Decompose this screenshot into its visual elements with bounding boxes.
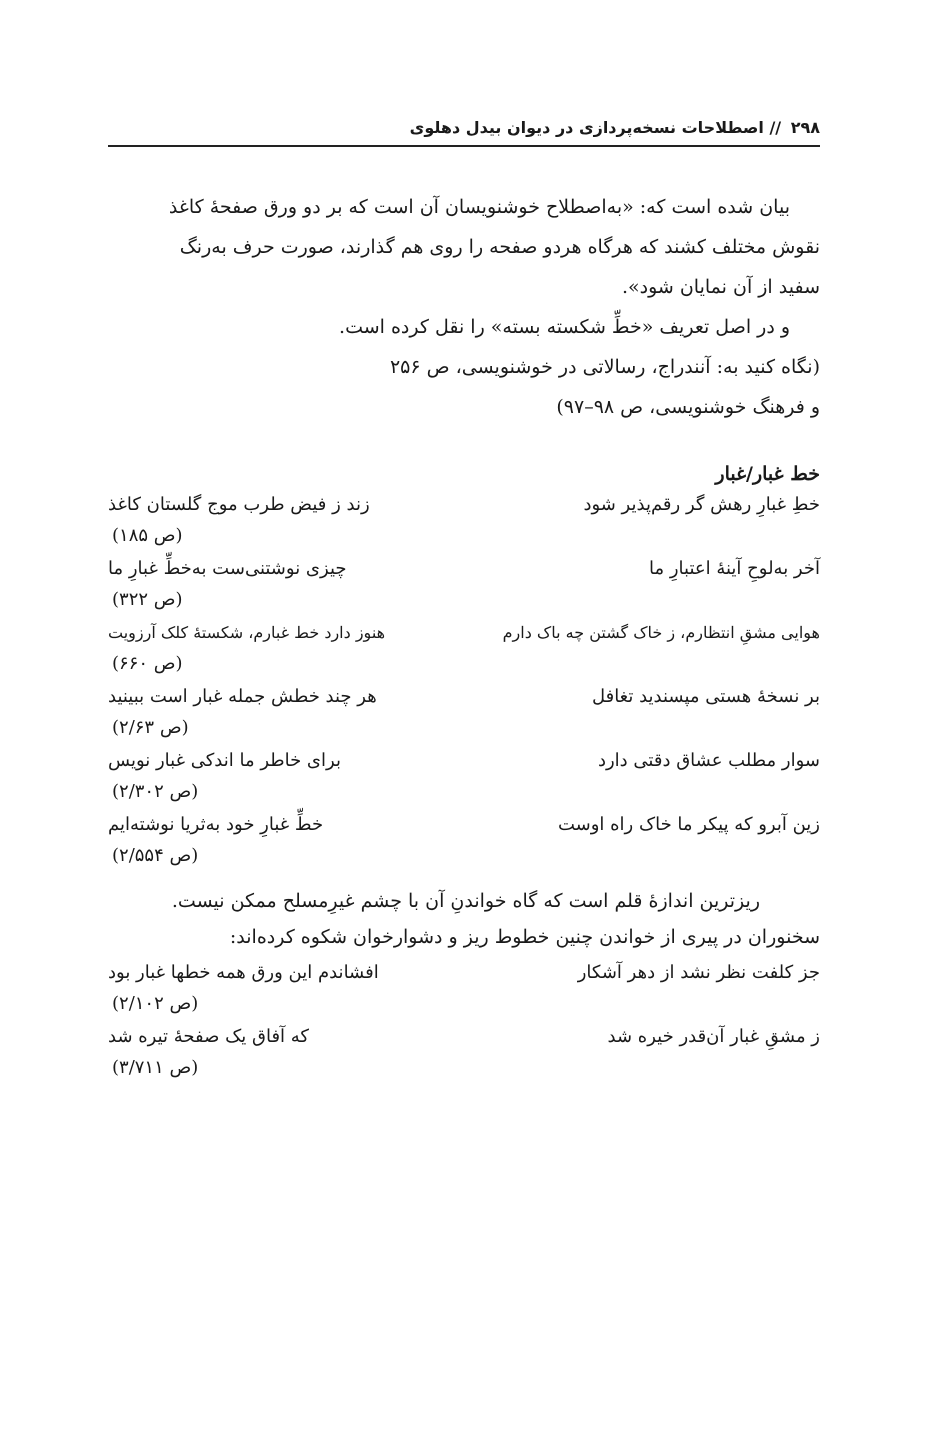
page-number: ۲۹۸: [790, 118, 820, 137]
intro-line: و در اصل تعریف «خطِّ شکسته بسته» را نقل کرده است.: [339, 316, 790, 338]
citation: (ص ۲/۱۰۲): [112, 993, 199, 1014]
verse: [108, 553, 820, 615]
verse: [108, 957, 820, 1019]
closing-paragraph: [108, 883, 820, 955]
citation: (ص ۳/۷۱۱): [112, 1057, 199, 1078]
header-title: // اصطلاحات نسخه‌پردازی در دیوان بیدل دهلوی: [409, 118, 782, 137]
reference-line: و فرهنگ خوشنویسی، ص ۹۸–۹۷): [556, 396, 820, 418]
citation: (ص ۱۸۵): [112, 525, 183, 546]
verse: [108, 489, 820, 551]
hemistich-right: بر نسخهٔ هستی مپسندید تغافل: [591, 686, 820, 707]
citation: (ص ۲/۵۵۴): [112, 845, 199, 866]
hemistich-right: ز مشقِ غبار آن‌قدر خیره شد: [607, 1026, 820, 1047]
hemistich-left: هنوز دارد خط غبارم، شکستهٔ کلک آرزویت: [108, 623, 386, 642]
verse: [108, 745, 820, 807]
verse: [108, 809, 820, 871]
hemistich-left: افشاندم این ورق همه خطها غبار بود: [108, 962, 379, 983]
citation: (ص ۲/۳۰۲): [112, 781, 199, 802]
hemistich-left: زند ز فیض طرب موج گلستان کاغذ: [108, 494, 370, 515]
intro-line: نقوش مختلف کشند که هرگاه هردو صفحه را روی هم گذارند، صورت حرف به‌رنگ: [179, 236, 820, 258]
verse: [108, 617, 820, 679]
intro-paragraph: [108, 187, 820, 427]
citation: (ص ۶۶۰): [112, 653, 183, 674]
hemistich-left: که آفاق یک صفحهٔ تیره شد: [108, 1026, 309, 1047]
hemistich-right: سوار مطلب عشاق دقتی دارد: [597, 750, 820, 771]
hemistich-left: چیزی نوشتنی‌ست به‌خطِّ غبارِ ما: [108, 558, 347, 579]
page: [108, 118, 820, 1083]
verse: [108, 681, 820, 743]
hemistich-right: آخر به‌لوحِ آینهٔ اعتبارِ ما: [648, 558, 820, 579]
hemistich-left: هر چند خطش جمله غبار است ببینید: [108, 686, 377, 707]
paragraph-line: ریزترین اندازهٔ قلم است که گاه خواندنِ آن با چشم غیرِمسلح ممکن نیست.: [171, 890, 760, 912]
section-title: خط غبار/غبار: [715, 463, 820, 485]
hemistich-right: هوایی مشقِ انتظارم، ز خاک گشتن چه باک دارم: [502, 623, 820, 642]
citation: (ص ۳۲۲): [112, 589, 183, 610]
hemistich-right: جز کلفت نظر نشد از دهر آشکار: [577, 962, 820, 983]
intro-line: سفید از آن نمایان شود».: [621, 276, 820, 298]
hemistich-right: خطِ غبارِ رهش گر رقم‌پذیر شود: [583, 494, 820, 515]
running-header: [108, 118, 820, 147]
citation: (ص ۲/۶۳): [112, 717, 189, 738]
hemistich-left: برای خاطر ما اندکی غبار نویس: [108, 750, 341, 771]
verse: [108, 1021, 820, 1083]
hemistich-right: زین آبرو که پیکر ما خاک راه اوست: [557, 814, 820, 835]
hemistich-left: خطِّ غبارِ خود به‌ثریا نوشته‌ایم: [108, 814, 324, 835]
paragraph-line: سخنوران در پیری از خواندن چنین خطوط ریز و دشوارخوان شکوه کرده‌اند:: [229, 926, 820, 948]
intro-line: بیان شده است که: «به‌اصطلاح خوشنویسان آن است که بر دو ورق صفحهٔ کاغذ: [168, 196, 790, 218]
reference-line: (نگاه کنید به: آنندراج، رسالاتی در خوشنویسی، ص ۲۵۶: [389, 356, 820, 378]
